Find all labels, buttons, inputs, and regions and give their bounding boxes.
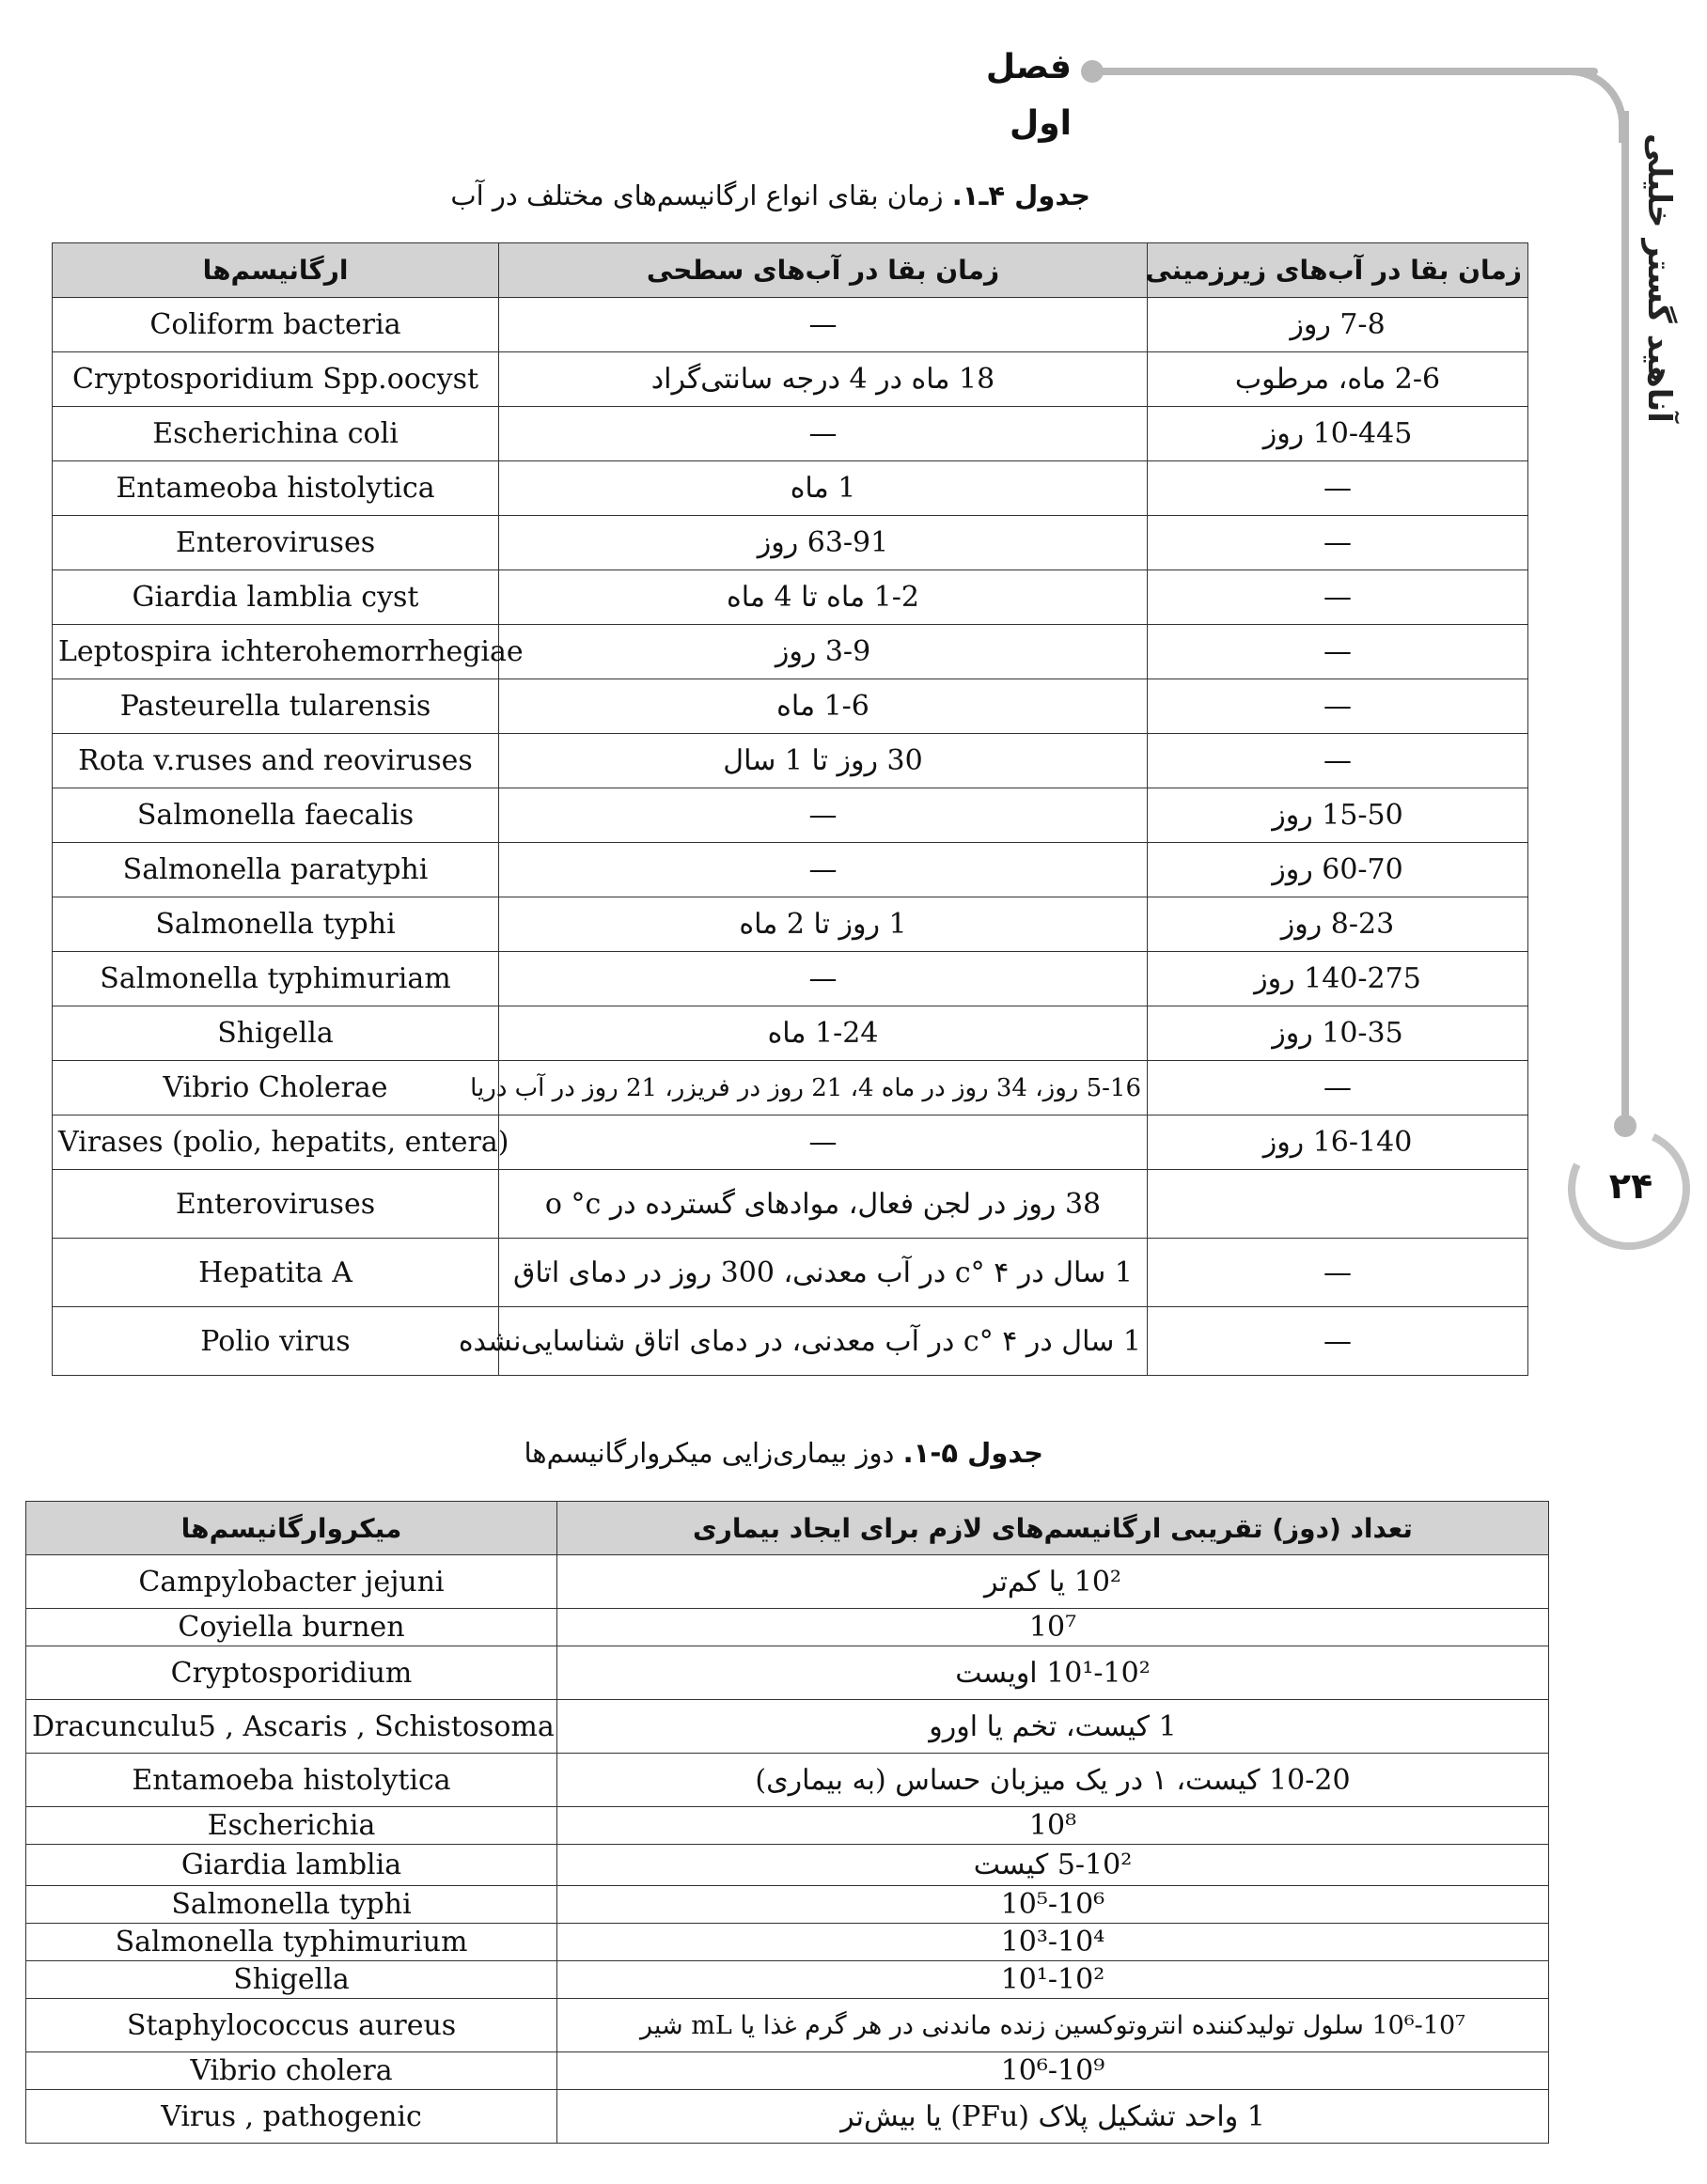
side-author: آناهید گستر خلیلی: [1640, 133, 1678, 423]
table-row: [53, 1170, 1528, 1239]
header-rule: [1095, 68, 1598, 75]
organism-cell: Virases (polio, hepatits, entera): [53, 1115, 499, 1170]
header-surface: زمان بقا در آب‌های سطحی: [499, 243, 1148, 298]
ground-cell: 7-8 روز: [1148, 298, 1528, 352]
table-row: [26, 1999, 1549, 2052]
table-row: [53, 1115, 1528, 1170]
table-row: [26, 1845, 1549, 1886]
dose-cell: 10⁷: [557, 1609, 1549, 1646]
surface-cell: 38 روز در لجن فعال، موادهای گسترده در o °c: [499, 1170, 1148, 1239]
organism-cell: Salmonella typhi: [53, 897, 499, 952]
infective-dose-table: [25, 1501, 1549, 2144]
dose-cell: 10⁸: [557, 1807, 1549, 1845]
dose-cell: 10¹-10² اویست: [557, 1646, 1549, 1700]
table2-caption-label: جدول ۵-۱.: [902, 1437, 1043, 1469]
organism-cell: Entameoba histolytica: [53, 461, 499, 516]
surface-cell: 1 سال در ۴ °c در آب معدنی، 300 روز در دمای اتاق: [499, 1239, 1148, 1307]
table-row: [53, 1061, 1528, 1115]
surface-cell: 30 روز تا 1 سال: [499, 734, 1148, 788]
organism-cell: Hepatita A: [53, 1239, 499, 1307]
table-row: [53, 1307, 1528, 1376]
ground-cell: —: [1148, 1061, 1528, 1115]
ground-cell: 8-23 روز: [1148, 897, 1528, 952]
ground-cell: 60-70 روز: [1148, 843, 1528, 897]
table-row: [53, 625, 1528, 679]
table2-caption-text: دوز بیماری‌زایی میکروارگانیسم‌ها: [524, 1437, 895, 1469]
header-rule-corner: [1551, 68, 1626, 143]
table-row: [53, 952, 1528, 1006]
surface-cell: —: [499, 407, 1148, 461]
surface-cell: 63-91 روز: [499, 516, 1148, 570]
organism-cell: Coliform bacteria: [53, 298, 499, 352]
table-row: [53, 570, 1528, 625]
organism-cell: Salmonella typhimurium: [26, 1924, 557, 1961]
table-row: [53, 352, 1528, 407]
dose-cell: 1 کیست، تخم یا اورو: [557, 1700, 1549, 1754]
surface-cell: 18 ماه در 4 درجه سانتی‌گراد: [499, 352, 1148, 407]
organism-cell: Rota v.ruses and reoviruses: [53, 734, 499, 788]
table-header-row: [26, 1502, 1549, 1555]
organism-cell: Virus , pathogenic: [26, 2090, 557, 2144]
organism-cell: Shigella: [53, 1006, 499, 1061]
organism-cell: Coyiella burnen: [26, 1609, 557, 1646]
table-row: [53, 407, 1528, 461]
table-row: [26, 1754, 1549, 1807]
table-row: [26, 1700, 1549, 1754]
ground-cell: —: [1148, 570, 1528, 625]
ground-cell: 15-50 روز: [1148, 788, 1528, 843]
ground-cell: [1148, 1170, 1528, 1239]
surface-cell: —: [499, 298, 1148, 352]
surface-cell: 1-2 ماه تا 4 ماه: [499, 570, 1148, 625]
table1-caption-text: زمان بقای انواع ارگانیسم‌های مختلف در آب: [450, 179, 944, 211]
ground-cell: —: [1148, 734, 1528, 788]
table-row: [26, 2052, 1549, 2090]
organism-cell: Salmonella typhi: [26, 1886, 557, 1924]
table-row: [53, 843, 1528, 897]
organism-cell: Vibrio cholera: [26, 2052, 557, 2090]
surface-cell: 1 سال در ۴ °c در آب معدنی، در دمای اتاق شناسایی‌نشده: [499, 1307, 1148, 1376]
table-header-row: [53, 243, 1528, 298]
table-row: [53, 298, 1528, 352]
surface-cell: 1 روز تا 2 ماه: [499, 897, 1148, 952]
organism-cell: Giardia lamblia cyst: [53, 570, 499, 625]
table-row: [53, 516, 1528, 570]
ground-cell: 16-140 روز: [1148, 1115, 1528, 1170]
table-row: [26, 1555, 1549, 1609]
ground-cell: —: [1148, 679, 1528, 734]
table-row: [26, 1886, 1549, 1924]
ground-cell: 10-35 روز: [1148, 1006, 1528, 1061]
header-ground: زمان بقا در آب‌های زیرزمینی: [1148, 243, 1528, 298]
table2-caption: [524, 1434, 1043, 1472]
table-row: [26, 1646, 1549, 1700]
organism-cell: Cryptosporidium Spp.oocyst: [53, 352, 499, 407]
organism-cell: Leptospira ichterohemorrhegiae: [53, 625, 499, 679]
surface-cell: 3-9 روز: [499, 625, 1148, 679]
table-row: [26, 1961, 1549, 1999]
organism-cell: Dracunculu5 , Ascaris , Schistosoma: [26, 1700, 557, 1754]
dose-cell: 10⁶-10⁹: [557, 2052, 1549, 2090]
ground-cell: 2-6 ماه، مرطوب: [1148, 352, 1528, 407]
surface-cell: 1-6 ماه: [499, 679, 1148, 734]
table-row: [53, 461, 1528, 516]
surface-cell: —: [499, 1115, 1148, 1170]
table-row: [53, 679, 1528, 734]
side-rule: [1621, 111, 1629, 1126]
chapter-title: فصل اول: [985, 48, 1072, 143]
organism-cell: Shigella: [26, 1961, 557, 1999]
table-row: [26, 1807, 1549, 1845]
table1-caption-label: جدول ۴ـ۱.: [951, 179, 1090, 211]
organism-cell: Pasteurella tularensis: [53, 679, 499, 734]
table-row: [53, 734, 1528, 788]
organism-cell: Salmonella faecalis: [53, 788, 499, 843]
dose-cell: 10³-10⁴: [557, 1924, 1549, 1961]
organism-cell: Vibrio Cholerae: [53, 1061, 499, 1115]
dose-cell: 10² یا کم‌تر: [557, 1555, 1549, 1609]
organism-cell: Staphylococcus aureus: [26, 1999, 557, 2052]
surface-cell: 1-24 ماه: [499, 1006, 1148, 1061]
ground-cell: 140-275 روز: [1148, 952, 1528, 1006]
surface-cell: —: [499, 843, 1148, 897]
table-row: [26, 1924, 1549, 1961]
organism-cell: Giardia lamblia: [26, 1845, 557, 1886]
dose-cell: 10⁵-10⁶: [557, 1886, 1549, 1924]
surface-cell: 1 ماه: [499, 461, 1148, 516]
header-microorganisms: میکروارگانیسم‌ها: [26, 1502, 557, 1555]
ground-cell: —: [1148, 1239, 1528, 1307]
surface-cell: —: [499, 788, 1148, 843]
organism-cell: Salmonella paratyphi: [53, 843, 499, 897]
organism-cell: Enteroviruses: [53, 516, 499, 570]
ground-cell: —: [1148, 1307, 1528, 1376]
ground-cell: —: [1148, 461, 1528, 516]
header-organisms: ارگانیسم‌ها: [53, 243, 499, 298]
ground-cell: —: [1148, 516, 1528, 570]
dose-cell: 1 واحد تشکیل پلاک (PFu) یا بیش‌تر: [557, 2090, 1549, 2144]
page-number: ۲۴: [1608, 1165, 1653, 1207]
survival-table: [52, 242, 1528, 1376]
table-row: [26, 2090, 1549, 2144]
organism-cell: Escherichia: [26, 1807, 557, 1845]
ground-cell: —: [1148, 625, 1528, 679]
dose-cell: 10⁶-10⁷ سلول تولیدکننده انتروتوکسین زنده ماندنی در هر گرم غذا یا mL شیر: [557, 1999, 1549, 2052]
organism-cell: Polio virus: [53, 1307, 499, 1376]
organism-cell: Cryptosporidium: [26, 1646, 557, 1700]
table-row: [53, 788, 1528, 843]
organism-cell: Campylobacter jejuni: [26, 1555, 557, 1609]
surface-cell: 5-16 روز، 34 روز در ماه 4، 21 روز در فریزر، 21 روز در آب دریا: [499, 1061, 1148, 1115]
surface-cell: —: [499, 952, 1148, 1006]
header-dose: تعداد (دوز) تقریبی ارگانیسم‌های لازم برای ایجاد بیماری: [557, 1502, 1549, 1555]
dose-cell: 5-10² کیست: [557, 1845, 1549, 1886]
table-row: [53, 1239, 1528, 1307]
dose-cell: 10¹-10²: [557, 1961, 1549, 1999]
organism-cell: Enteroviruses: [53, 1170, 499, 1239]
table1-caption: [450, 177, 1090, 214]
table-row: [53, 1006, 1528, 1061]
organism-cell: Entamoeba histolytica: [26, 1754, 557, 1807]
organism-cell: Salmonella typhimuriam: [53, 952, 499, 1006]
organism-cell: Escherichina coli: [53, 407, 499, 461]
dose-cell: 10-20 کیست، ۱ در یک میزبان حساس (به بیماری): [557, 1754, 1549, 1807]
ground-cell: 10-445 روز: [1148, 407, 1528, 461]
table-row: [26, 1609, 1549, 1646]
table-row: [53, 897, 1528, 952]
